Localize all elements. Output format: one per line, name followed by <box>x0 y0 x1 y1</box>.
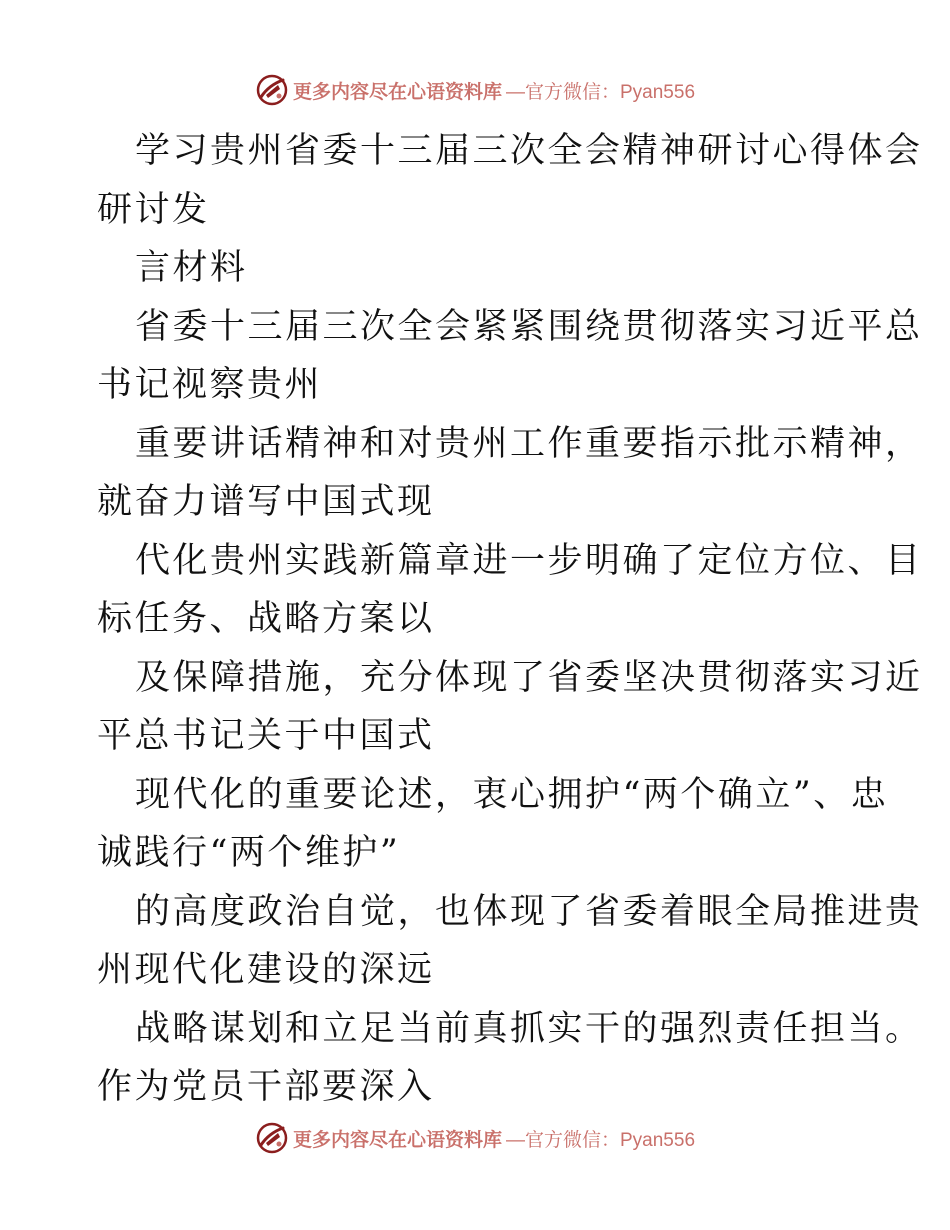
document-line: 现代化的重要论述，衷心拥护“两个确立”、忠 <box>135 774 889 815</box>
header-banner-content <box>255 73 695 107</box>
pen-logo-icon <box>255 1121 289 1155</box>
document-line: 学习贵州省委十三届三次全会精神研讨心得体会 <box>135 131 923 171</box>
document-line: 平总书记关于中国式 <box>97 716 435 756</box>
footer-banner <box>0 1118 950 1158</box>
pen-logo-icon <box>255 73 289 107</box>
document-line: 书记视察贵州 <box>97 365 323 405</box>
document-line: 代化贵州实践新篇章进一步明确了定位方位、目 <box>135 540 923 581</box>
header-banner-text: 更多内容尽在心语资料库 <box>292 80 502 103</box>
footer-banner-content <box>255 1121 695 1155</box>
document-body <box>97 122 923 1117</box>
footer-contact-text: —官方微信：Pyan556 <box>506 1129 696 1151</box>
document-line: 的高度政治自觉，也体现了省委着眼全局推进贵 <box>135 891 923 932</box>
document-line: 战略谋划和立足当前真抓实干的强烈责任担当。 <box>135 1008 923 1049</box>
document-line: 标任务、战略方案以 <box>97 599 435 639</box>
header-banner <box>0 70 950 110</box>
document-line: 就奋力谱写中国式现 <box>97 482 435 522</box>
document-line: 及保障措施，充分体现了省委坚决贯彻落实习近 <box>135 657 923 698</box>
document-line: 研讨发 <box>97 189 210 230</box>
footer-banner-text: 更多内容尽在心语资料库 <box>292 1128 502 1151</box>
document-line: 州现代化建设的深远 <box>97 950 435 990</box>
document-line: 言材料 <box>135 248 248 288</box>
document-line: 作为党员干部要深入 <box>97 1067 435 1107</box>
document-line: 重要讲话精神和对贵州工作重要指示批示精神， <box>135 423 923 464</box>
header-contact-text: —官方微信：Pyan556 <box>506 81 696 103</box>
document-line: 省委十三届三次全会紧紧围绕贯彻落实习近平总 <box>135 306 923 347</box>
document-line: 诚践行“两个维护” <box>97 833 401 873</box>
